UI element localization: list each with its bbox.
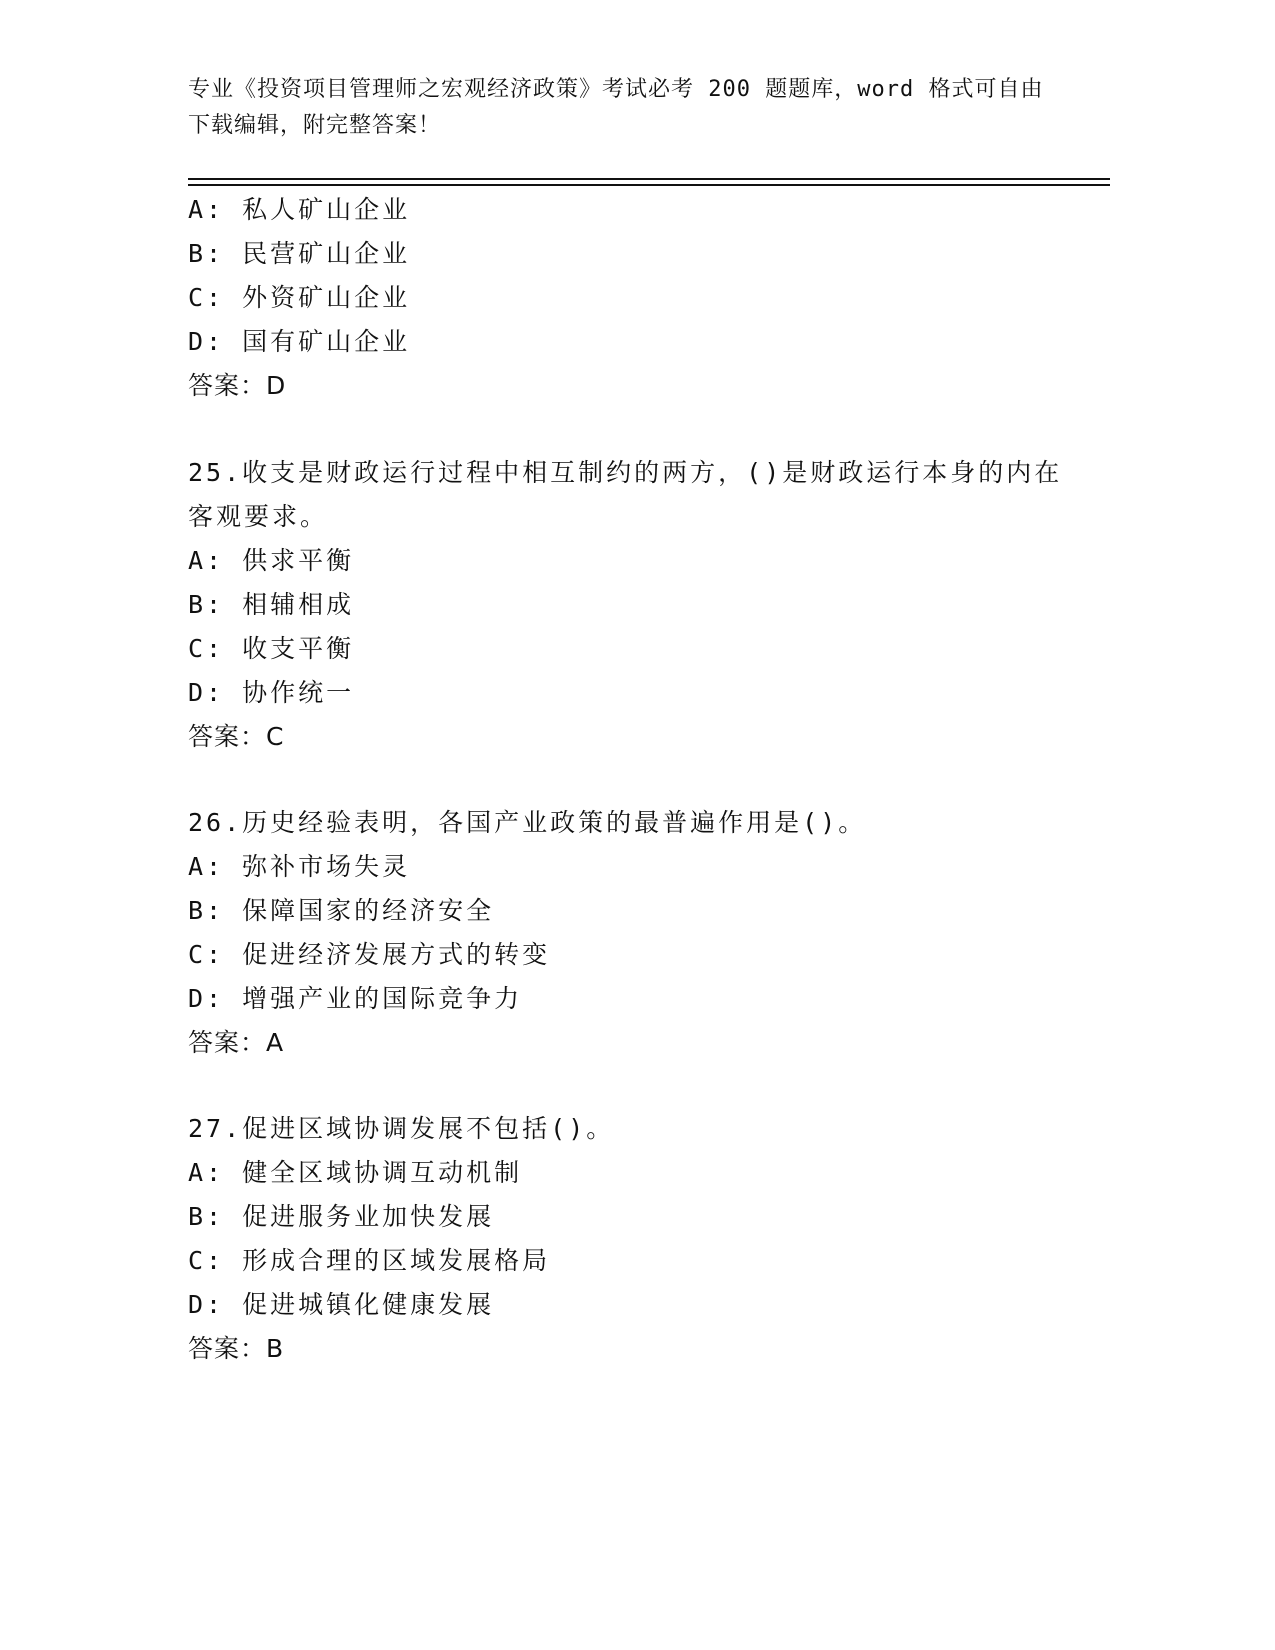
q27-option-a: A: 健全区域协调互动机制 bbox=[188, 1158, 523, 1187]
q24-option-d: D: 国有矿山企业 bbox=[188, 327, 411, 356]
q26-option-c: C: 促进经济发展方式的转变 bbox=[188, 940, 551, 969]
header-divider-top bbox=[188, 178, 1110, 180]
q24-option-c: C: 外资矿山企业 bbox=[188, 283, 411, 312]
q25-option-a: A: 供求平衡 bbox=[188, 546, 355, 575]
q27-stem-line-1: 27.促进区域协调发展不包括()。 bbox=[188, 1114, 615, 1143]
header-intro-line-2: 下载编辑，附完整答案！ bbox=[188, 113, 442, 138]
q24-answer: 答案：D bbox=[188, 371, 287, 400]
q27-option-c: C: 形成合理的区域发展格局 bbox=[188, 1246, 551, 1275]
q25-stem-line-1: 25.收支是财政运行过程中相互制约的两方，()是财政运行本身的内在 bbox=[188, 458, 1063, 487]
q25-stem-line-2: 客观要求。 bbox=[188, 502, 329, 531]
q25-option-c: C: 收支平衡 bbox=[188, 634, 355, 663]
q26-option-b: B: 保障国家的经济安全 bbox=[188, 896, 495, 925]
q25-option-b: B: 相辅相成 bbox=[188, 590, 355, 619]
header-intro-line-1: 专业《投资项目管理师之宏观经济政策》考试必考 200 题题库，word 格式可自由 bbox=[188, 77, 1044, 102]
document-header bbox=[188, 72, 1088, 144]
q24-option-b: B: 民营矿山企业 bbox=[188, 239, 411, 268]
q26-option-d: D: 增强产业的国际竞争力 bbox=[188, 984, 523, 1013]
q25-option-d: D: 协作统一 bbox=[188, 678, 355, 707]
q24-option-a: A: 私人矿山企业 bbox=[188, 195, 411, 224]
q26-stem-line-1: 26.历史经验表明，各国产业政策的最普遍作用是()。 bbox=[188, 808, 867, 837]
q27-option-d: D: 促进城镇化健康发展 bbox=[188, 1290, 495, 1319]
q26-answer: 答案：A bbox=[188, 1028, 285, 1057]
q27-answer: 答案：B bbox=[188, 1334, 285, 1363]
q25-answer: 答案：C bbox=[188, 722, 285, 751]
q26-option-a: A: 弥补市场失灵 bbox=[188, 852, 411, 881]
q27-option-b: B: 促进服务业加快发展 bbox=[188, 1202, 495, 1231]
header-divider-bottom bbox=[188, 184, 1110, 186]
